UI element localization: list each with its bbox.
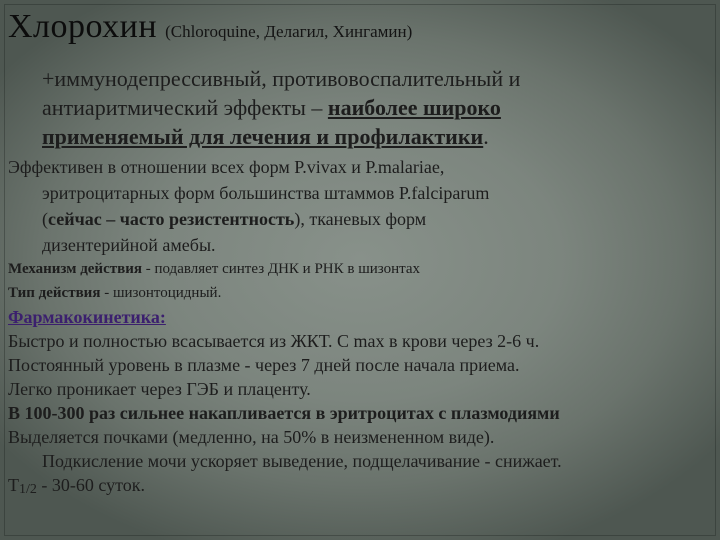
half-life-t: Т [8,475,19,495]
effects-line-1: +иммунодепрессивный, противовоспалительный и [42,66,521,91]
half-life-text: - 30-60 суток. [36,475,146,495]
half-life-line [8,476,145,497]
action-type-label: Тип действия [8,285,101,301]
effects-line-2-bold: наиболее широко [327,95,501,120]
action-type-text: - шизонтоцидный. [100,285,222,301]
action-type-line [8,286,221,301]
efficacy-line-4: дизентерийной амебы. [42,235,216,255]
pk-line-4 [8,404,560,422]
slide-title: Хлорохин [8,8,158,45]
effects-line-2 [42,97,501,119]
efficacy-line-2: эритроцитарных форм большинства штаммов P.falciparum [42,183,490,203]
efficacy-line-3-rest: ), тканевых форм [294,209,427,229]
effects-line-2-plain: антиаритмический эффекты – [42,95,328,120]
slide-subtitle: (Chloroquine, Делагил, Хингамин) [165,22,413,41]
efficacy-line-3 [42,210,426,228]
mechanism-line [8,262,420,277]
mechanism-label: Механизм действия [8,261,142,277]
effects-line-3-end: . [483,124,489,149]
pharmacokinetics-heading: Фармакокинетика: [8,307,166,327]
pk-line-5: Выделяется почками (медленно, на 50% в неизмененном виде). [8,427,495,447]
efficacy-line-3-bold: сейчас – часто резистентность [48,209,295,229]
half-life-subscript: 1/2 [19,482,37,497]
pk-line-4-bold: В 100-300 раз сильнее накапливается в эритроцитах с плазмодиями [8,403,560,423]
efficacy-line-1: Эффективен в отношении всех форм P.vivax и P.malariae, [8,157,445,177]
title-row [8,10,412,44]
pk-line-1: Быстро и полностью всасывается из ЖКТ. С max в крови через 2-6 ч. [8,331,540,351]
pharmacokinetics-heading-line [8,308,166,326]
effects-line-3 [42,126,489,148]
pk-line-6: Подкисление мочи ускоряет выведение, подщелачивание - снижает. [42,451,562,471]
pk-line-2: Постоянный уровень в плазме - через 7 дней после начала приема. [8,355,520,375]
pk-line-3: Легко проникает через ГЭБ и плаценту. [8,379,311,399]
mechanism-text: - подавляет синтез ДНК и РНК в шизонтах [141,261,421,277]
efficacy-line-3-open: ( [42,209,48,229]
effects-line-3-bold: применяемый для лечения и профилактики [42,124,484,149]
